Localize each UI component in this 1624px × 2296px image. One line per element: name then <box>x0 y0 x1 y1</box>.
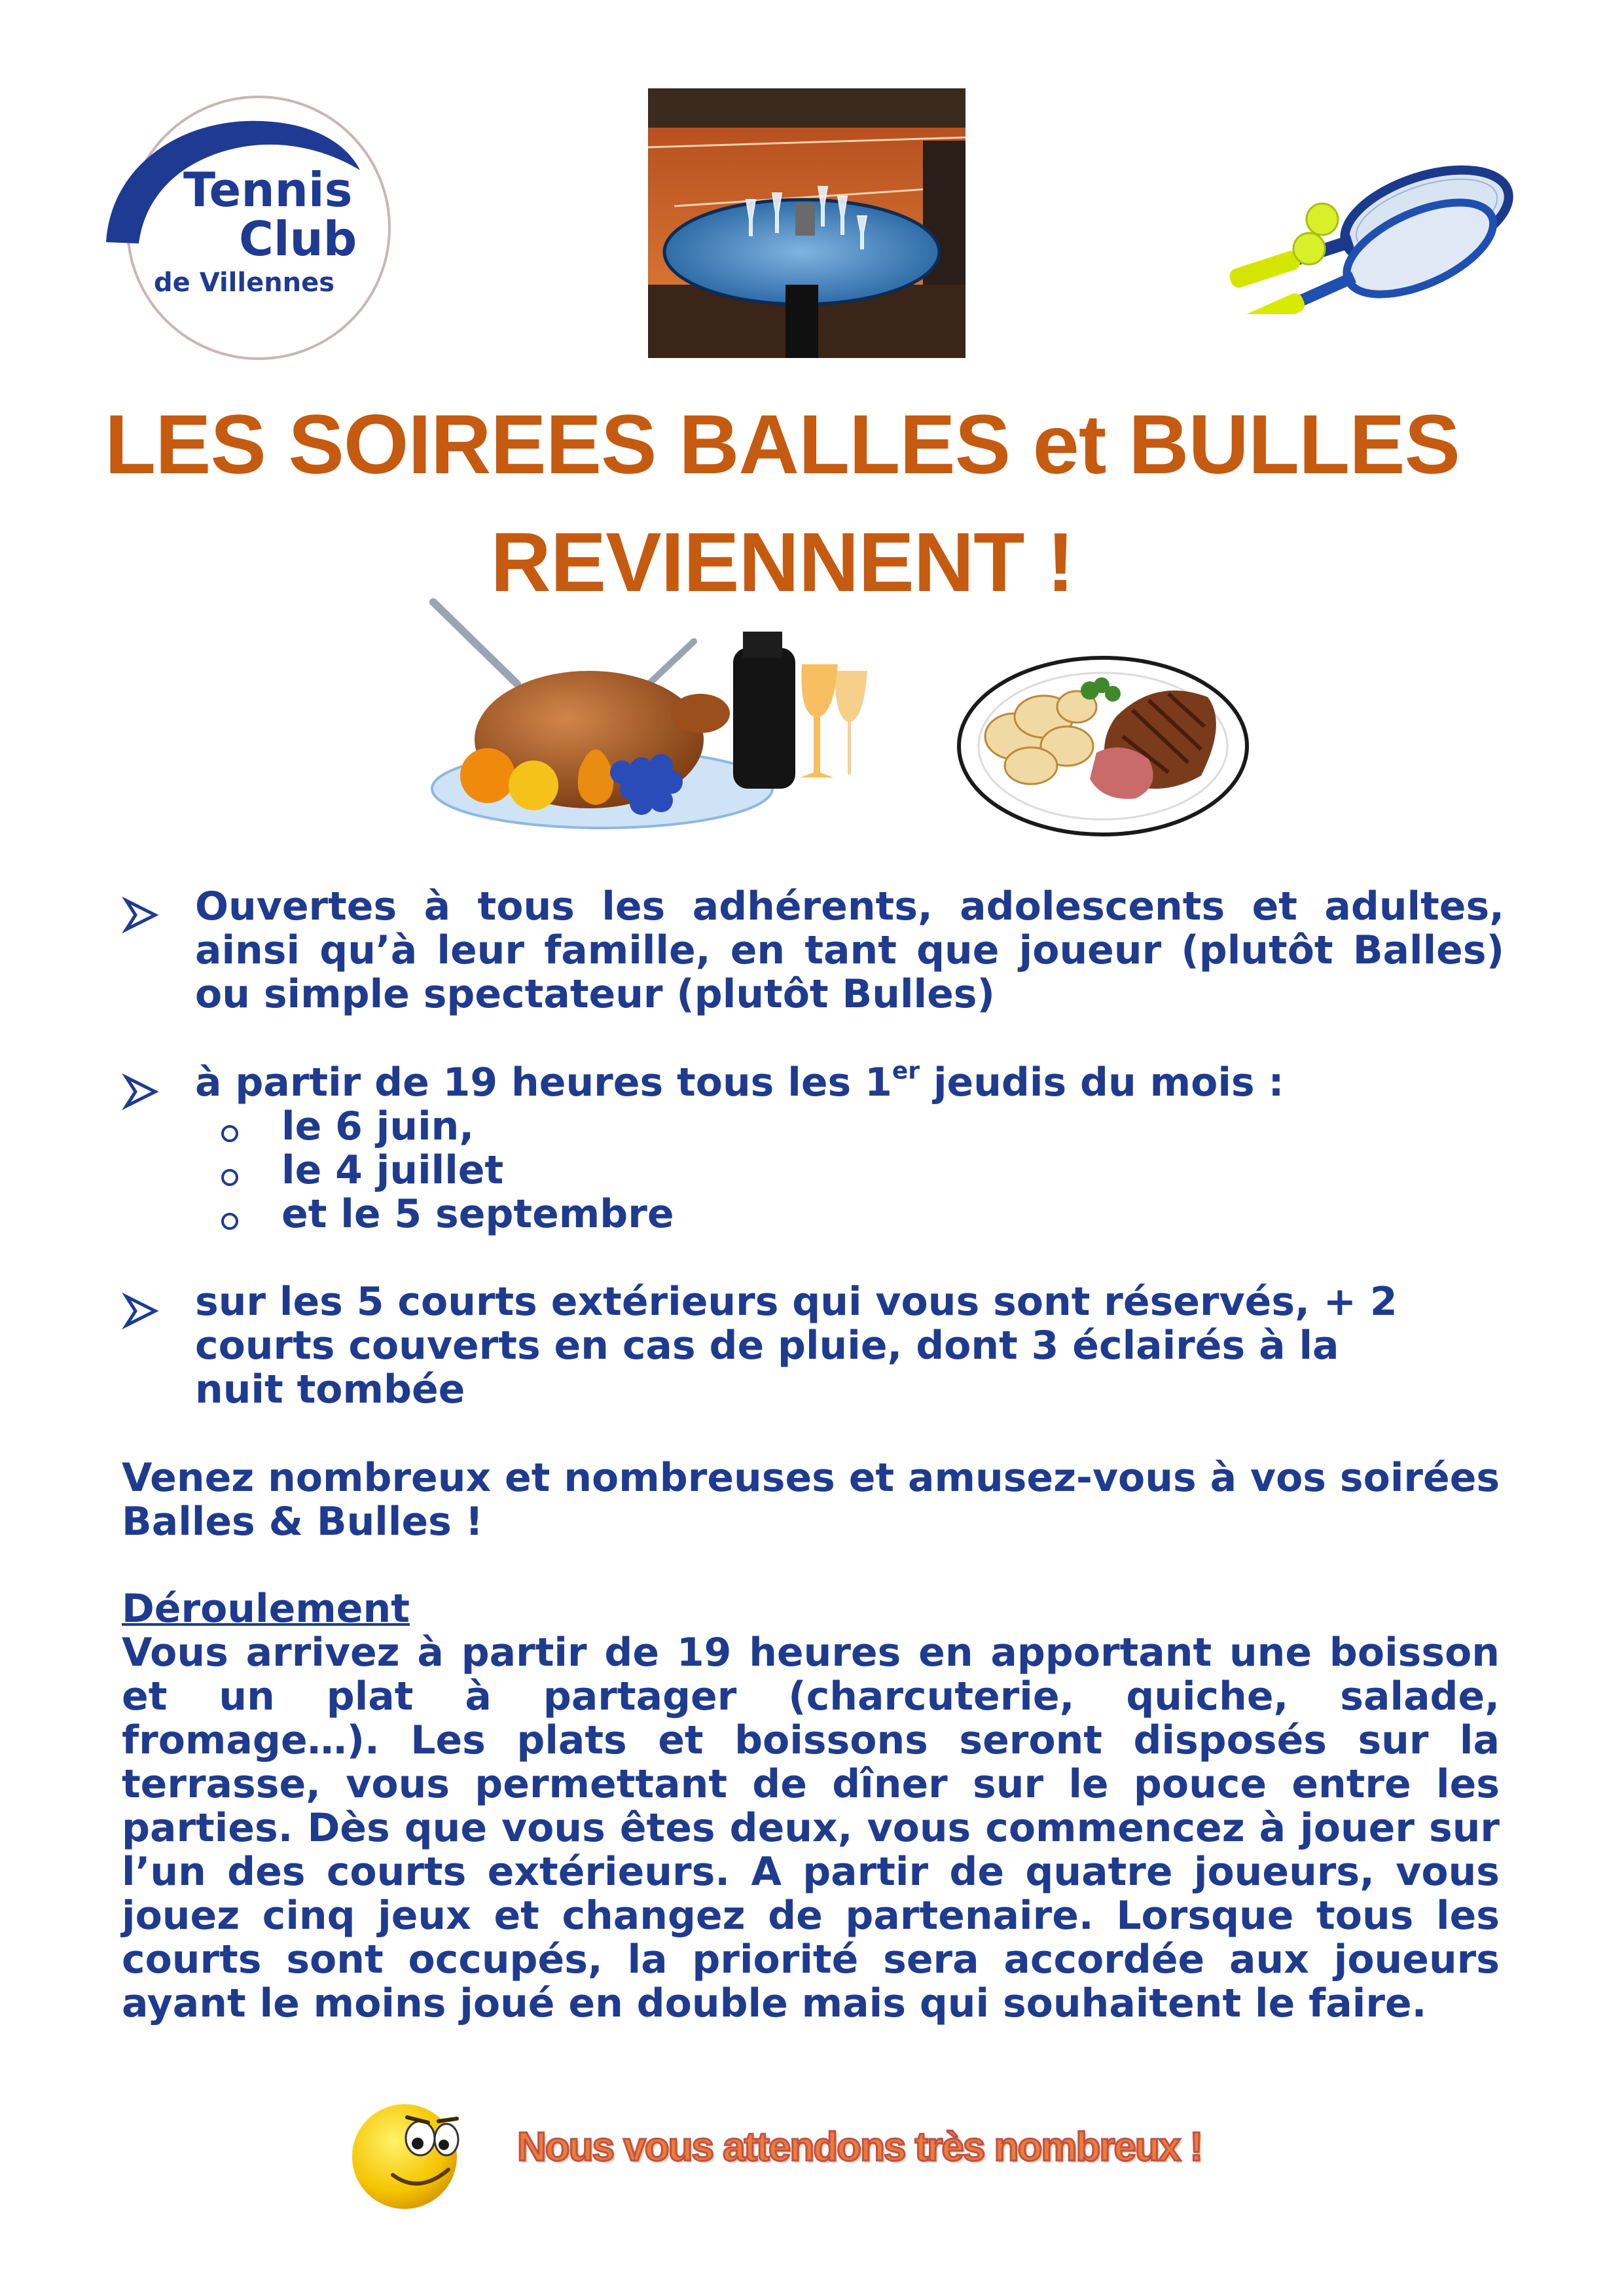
circle-bullet-icon <box>221 1169 238 1186</box>
smiley-face-icon <box>347 2098 465 2212</box>
deroulement-heading: Déroulement <box>122 1586 410 1632</box>
title-line-2: REVIENNENT ! <box>490 516 1074 609</box>
schedule-text-after: jeudis du mois : <box>920 1060 1284 1105</box>
arrow-bullet-icon <box>121 1072 160 1111</box>
logo-text-tennis: Tennis <box>183 162 353 217</box>
footer-message: Nous vous attendons très nombreux ! <box>517 2125 1202 2170</box>
date-item-3: et le 5 septembre <box>281 1191 674 1237</box>
logo-text-villennes: de Villennes <box>154 268 335 298</box>
schedule-superscript: er <box>892 1058 920 1085</box>
roast-chicken-wine-image <box>425 592 871 848</box>
tennis-court-table-photo <box>648 88 965 358</box>
closing-invitation: Venez nombreux et nombreuses et amusez-vous à vos soirées Balles & Bulles ! <box>122 1455 1500 1545</box>
bullet-open-to-all: Ouvertes à tous les adhérents, adolescents et adultes, ainsi qu’à leur famille, en tant que joueur (plutôt Balles) ou simple spectateur (plutôt Bulles) <box>195 884 1504 1017</box>
logo-text-club: Club <box>239 211 357 266</box>
bullet-schedule <box>195 1058 1504 1105</box>
arrow-bullet-icon <box>121 895 160 935</box>
deroulement-body: Vous arrivez à partir de 19 heures en apportant une boisson et un plat à partager (charcuterie, quiche, salade, fromage…). Les plats et boissons seront disposés sur la terrasse, vous permettant de dîner sur le pouce entre les parties. Dès que vous êtes deux, vous commencez à jouer sur l’un des courts extérieurs. A partir de quatre joueurs, vous jouez cinq jeux et changez de partenaire. Lorsque tous les courts sont occupés, la priorité sera accordée aux joueurs ayant le moins joué en double mais qui souhaitent le faire. <box>122 1630 1500 2026</box>
title-line-1: LES SOIREES BALLES et BULLES <box>104 398 1460 492</box>
circle-bullet-icon <box>221 1125 238 1142</box>
tennis-rackets-image <box>1211 157 1519 314</box>
schedule-text-before: à partir de 19 heures tous les 1 <box>195 1060 892 1105</box>
circle-bullet-icon <box>221 1213 238 1230</box>
arrow-bullet-icon <box>121 1291 160 1331</box>
page-title <box>0 386 1564 622</box>
tennis-club-logo <box>98 92 406 367</box>
steak-plate-image <box>952 638 1254 841</box>
bullet-courts: sur les 5 courts extérieurs qui vous sont réservés, + 2 courts couverts en cas de pluie, dont 3 éclairés à la nuit tombée <box>195 1279 1398 1412</box>
date-item-2: le 4 juillet <box>281 1147 504 1193</box>
date-item-1: le 6 juin, <box>281 1103 475 1149</box>
